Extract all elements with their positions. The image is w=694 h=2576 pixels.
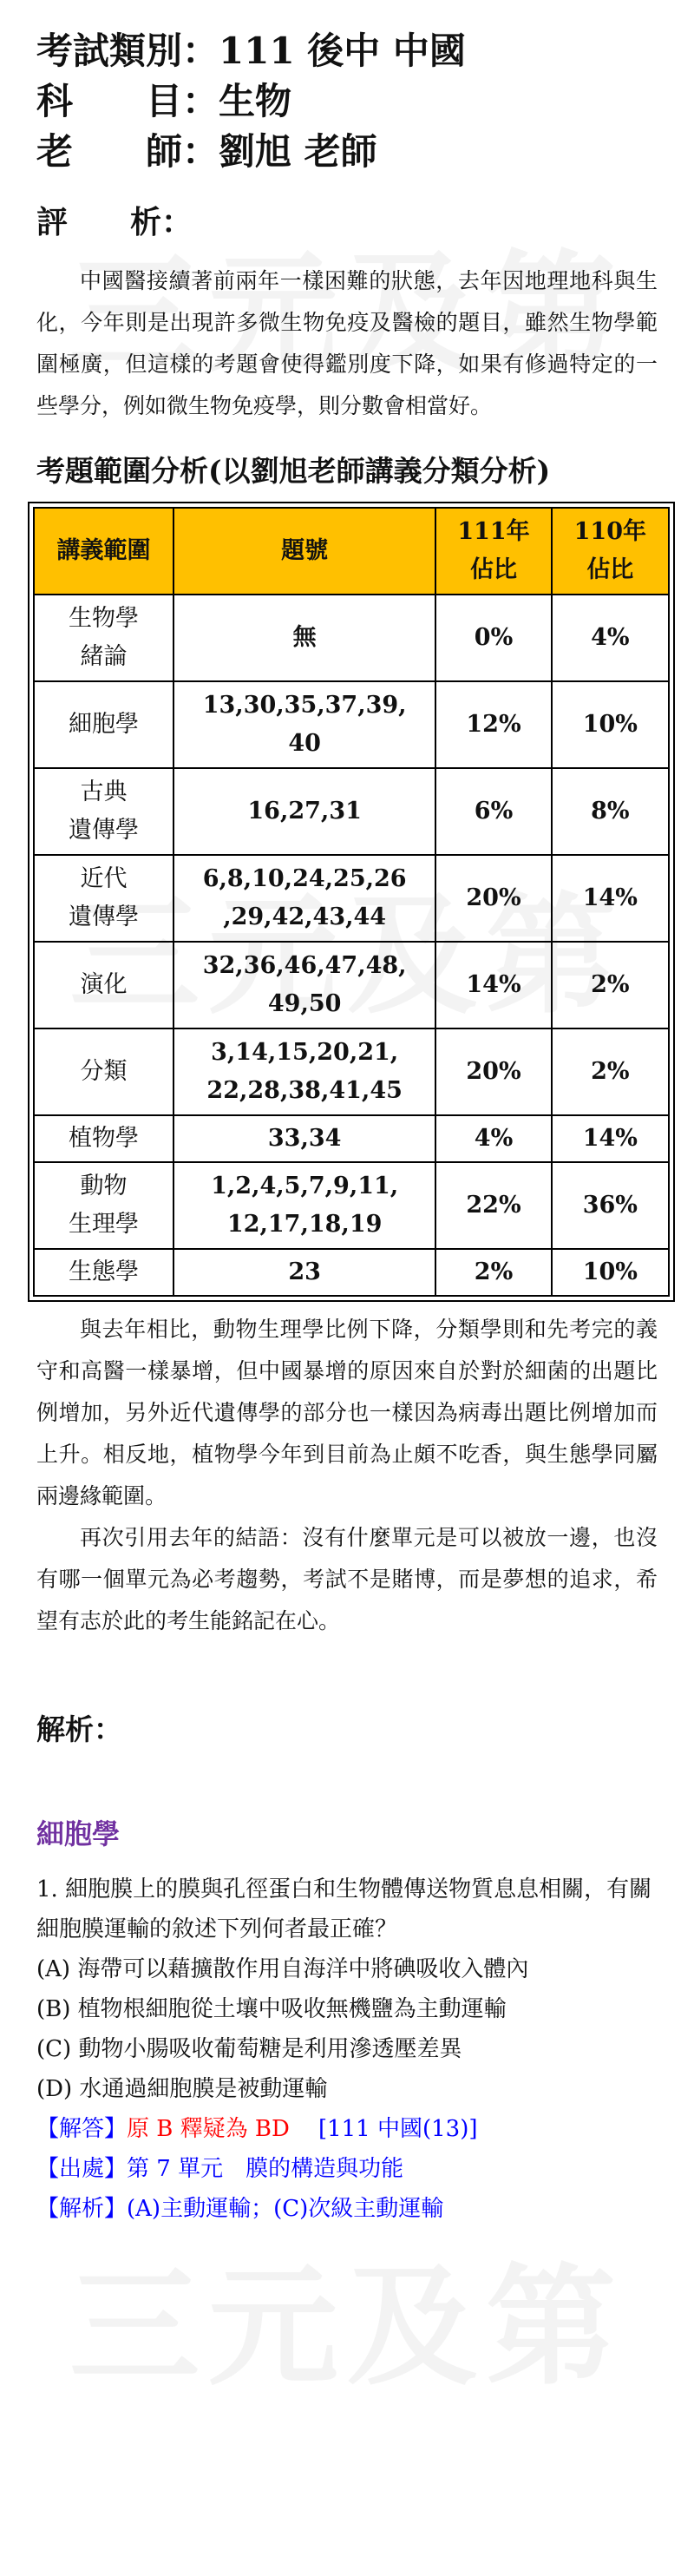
cell-topic: 生態學	[34, 1249, 174, 1296]
explanation-line	[36, 2189, 658, 2229]
cell-numbers: 16,27,31	[174, 768, 435, 855]
option-b: (B) 植物根細胞從土壤中吸收無機鹽為主動運輸	[36, 1996, 507, 2022]
closing-paragraph: 再次引用去年的結語：沒有什麼單元是可以被放一邊，也沒有哪一個單元為必考趨勢，考試不是賭博，而是夢想的追求，希望有志於此的考生能銘記在心。	[36, 1525, 658, 1633]
exam-type-value: 111 後中 中國	[219, 30, 466, 72]
explanation-text: (A)主動運輸；(C)次級主動運輸	[127, 2196, 444, 2222]
cell-110: 36%	[552, 1162, 669, 1249]
cell-topic: 生物學 緒論	[34, 595, 174, 681]
chapter-title: 細胞學	[36, 1817, 121, 1850]
cell-110: 10%	[552, 681, 669, 768]
cell-110: 10%	[552, 1249, 669, 1296]
table-header-row	[34, 508, 669, 595]
analysis-paragraph: 中國醫接續著前兩年一樣困難的狀態，去年因地理地科與生化，今年則是出現許多微生物免疫及醫檢的題目，雖然生物學範圍極廣，但這樣的考題會使得鑑別度下降，如果有修過特定的一些學分，例如微生物免疫學，則分數會相當好。	[36, 268, 658, 418]
table-row	[34, 1162, 669, 1249]
teacher-line: 老 師：劉旭 老師	[36, 130, 377, 173]
table-row	[34, 855, 669, 942]
header-numbers: 題號	[174, 508, 435, 595]
table-row	[34, 1249, 669, 1296]
cell-110: 2%	[552, 1028, 669, 1115]
cell-topic: 古典 遺傳學	[34, 768, 174, 855]
subject-value: 生物	[219, 80, 292, 122]
cell-111: 6%	[435, 768, 551, 855]
cell-111: 20%	[435, 855, 551, 942]
exam-type-line: 考試類別：111 後中 中國	[36, 30, 466, 72]
question-1: 1. 細胞膜上的膜與孔徑蛋白和生物體傳送物質息息相關，有關細胞膜運輸的敘述下列何者最正確？	[36, 1876, 652, 1942]
table-row	[34, 1028, 669, 1115]
cell-numbers: 13,30,35,37,39, 40	[174, 681, 435, 768]
cell-111: 22%	[435, 1162, 551, 1249]
source-tag: 【出處】	[36, 2156, 128, 2182]
table-row	[34, 1115, 669, 1162]
analysis-heading: 評 析：	[36, 204, 193, 240]
cell-numbers: 32,36,46,47,48, 49,50	[174, 942, 435, 1028]
cell-numbers: 3,14,15,20,21, 22,28,38,41,45	[174, 1028, 435, 1115]
cell-111: 20%	[435, 1028, 551, 1115]
cell-topic: 演化	[34, 942, 174, 1028]
option-a: (A) 海帶可以藉擴散作用自海洋中將碘吸收入體內	[36, 1956, 529, 1982]
cell-numbers: 無	[174, 595, 435, 681]
cell-111: 12%	[435, 681, 551, 768]
header-110: 110年 佔比	[552, 508, 669, 595]
cell-110: 4%	[552, 595, 669, 681]
table-title: 考題範圍分析(以劉旭老師講義分類分析)	[36, 454, 551, 488]
comparison-paragraph: 與去年相比，動物生理學比例下降，分類學則和先考完的義守和高醫一樣暴增，但中國暴增的原因來自於對於細菌的出題比例增加，另外近代遺傳學的部分也一樣因為病毒出題比例增加而上升。相反地，植物學今年到目前為止頗不吃香，與生態學同屬兩邊緣範圍。	[36, 1317, 658, 1508]
table-row	[34, 595, 669, 681]
cell-111: 14%	[435, 942, 551, 1028]
solutions-heading: 解析：	[36, 1712, 122, 1746]
header-111: 111年 佔比	[435, 508, 551, 595]
cell-111: 0%	[435, 595, 551, 681]
table-row	[34, 768, 669, 855]
cell-110: 8%	[552, 768, 669, 855]
cell-topic: 近代 遺傳學	[34, 855, 174, 942]
table-row	[34, 942, 669, 1028]
subject-line: 科 目：生物	[36, 80, 292, 122]
answer-tag: 【解答】	[36, 2116, 128, 2142]
option-c: (C) 動物小腸吸收葡萄糖是利用滲透壓差異	[36, 2036, 462, 2062]
cell-111: 4%	[435, 1115, 551, 1162]
cell-topic: 細胞學	[34, 681, 174, 768]
table-row	[34, 681, 669, 768]
answer-reference: [111 中國(13)]	[318, 2116, 478, 2142]
source-line	[36, 2149, 658, 2189]
cell-110: 14%	[552, 1115, 669, 1162]
cell-110: 14%	[552, 855, 669, 942]
cell-110: 2%	[552, 942, 669, 1028]
answer-text: 原 B 釋疑為 BD	[127, 2116, 290, 2142]
cell-numbers: 1,2,4,5,7,9,11, 12,17,18,19	[174, 1162, 435, 1249]
cell-topic: 植物學	[34, 1115, 174, 1162]
source-text: 第 7 單元 膜的構造與功能	[127, 2156, 404, 2182]
explanation-tag: 【解析】	[36, 2196, 128, 2222]
cell-topic: 分類	[34, 1028, 174, 1115]
cell-topic: 動物 生理學	[34, 1162, 174, 1249]
analysis-table-frame	[28, 502, 675, 1302]
watermark	[35, 2222, 659, 2409]
answer-line	[36, 2109, 658, 2149]
cell-numbers: 33,34	[174, 1115, 435, 1162]
cell-numbers: 23	[174, 1249, 435, 1296]
option-d: (D) 水通過細胞膜是被動運輸	[36, 2076, 328, 2102]
cell-numbers: 6,8,10,24,25,26 ,29,42,43,44	[174, 855, 435, 942]
analysis-table	[33, 507, 670, 1297]
teacher-value: 劉旭 老師	[219, 130, 377, 173]
document-body	[36, 0, 658, 2229]
cell-111: 2%	[435, 1249, 551, 1296]
header-topic: 講義範圍	[34, 508, 174, 595]
